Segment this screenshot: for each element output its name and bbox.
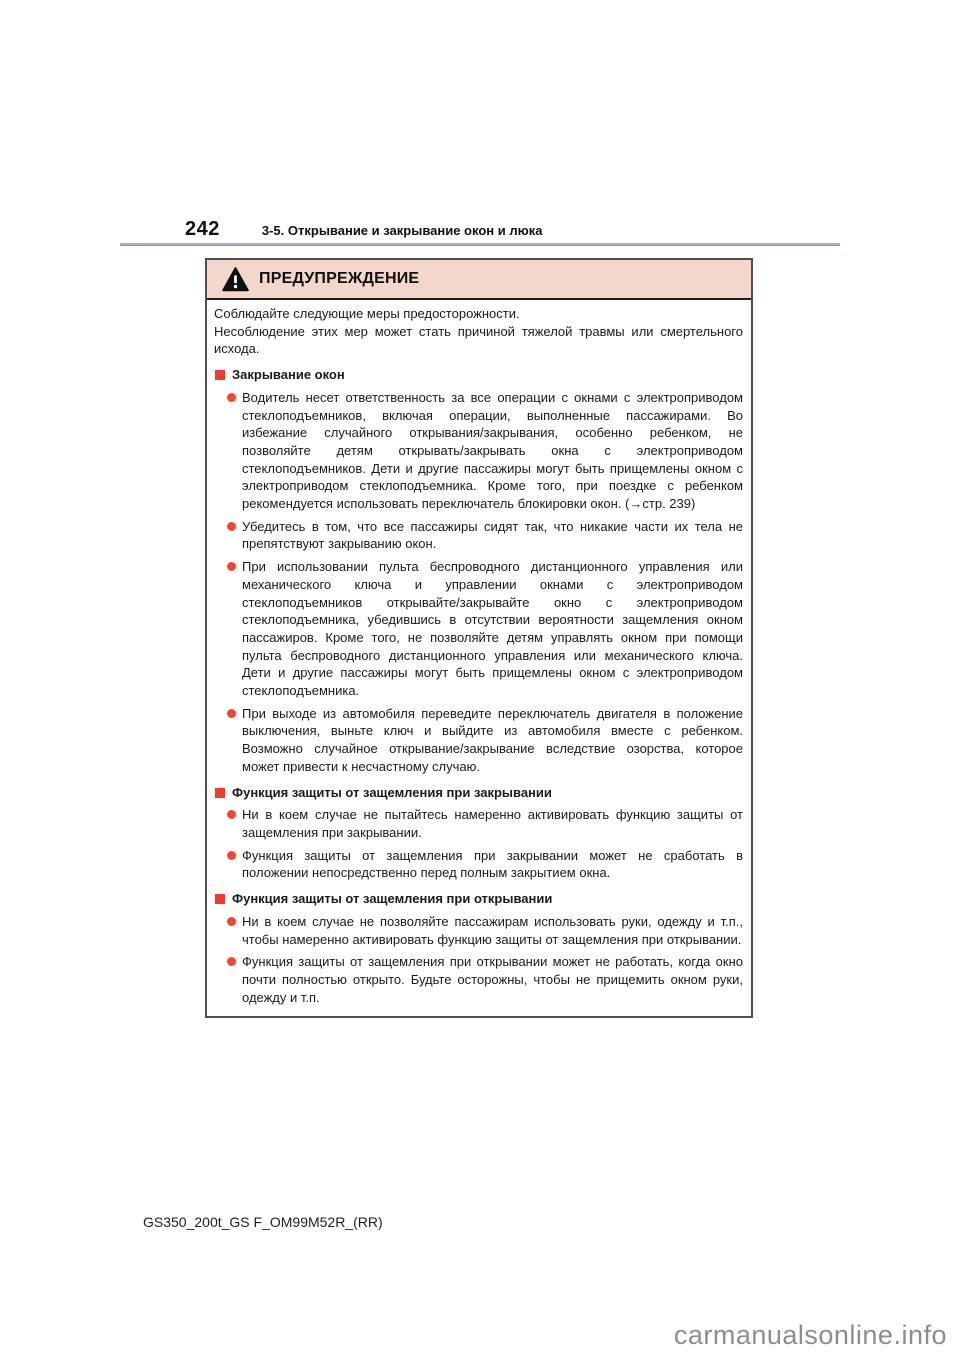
bullet-icon xyxy=(227,709,236,718)
section-heading-label: Функция защиты от защемления при открывании xyxy=(232,891,553,907)
warning-box-header xyxy=(207,260,751,300)
square-bullet-icon xyxy=(215,788,225,798)
list-item xyxy=(214,389,743,513)
header-divider xyxy=(120,243,840,246)
watermark: carmanualsonline.info xyxy=(673,1320,947,1350)
list-item xyxy=(214,806,743,841)
square-bullet-icon xyxy=(215,894,225,904)
bullet-icon xyxy=(227,957,236,966)
bullet-text: Функция защиты от защемления при закрывании может не сработать в положении непосредственно перед полным закрытием окна. xyxy=(242,847,743,881)
bullet-text: При выходе из автомобиля переведите переключатель двигателя в положение выключения, выньте ключ и выйдите из автомобиля вместе с ребенком. Возможно случайное открывание/закрывание вследствие озорства, которое может привести к несчастному случаю. xyxy=(242,705,743,774)
bullet-text: Убедитесь в том, что все пассажиры сидят так, что никакие части их тела не препятствуют закрыванию окон. xyxy=(242,518,743,552)
square-bullet-icon xyxy=(215,370,225,380)
section-heading-label: Функция защиты от защемления при закрывании xyxy=(232,784,552,800)
bullet-icon xyxy=(227,393,236,402)
bullet-icon xyxy=(227,917,236,926)
bullet-icon xyxy=(227,522,236,531)
intro-line: Соблюдайте следующие меры предосторожности. xyxy=(214,306,520,321)
list-item xyxy=(214,953,743,1006)
list-item xyxy=(214,913,743,948)
bullet-text: При использовании пульта беспроводного дистанционного управления или механического ключа и управлении окнами с электроприводом стеклоподъемников открывайте/закрывайте окно с электроприводом стеклоподъемника, убедившись в отсутствии вероятности защемления окном пассажиров. Кроме того, не позволяйте детям управлять окном при помощи пульта беспроводного дистанционного управления или механического ключа. Дети и другие пассажиры могут быть прищемлены окном с электроприводом стеклоподъемника. xyxy=(242,559,743,699)
list-item xyxy=(214,518,743,553)
bullet-text: Функция защиты от защемления при открывании может не работать, когда окно почти полностью открыто. Будьте осторожны, чтобы не прищемить окном руки, одежду и т.п. xyxy=(242,954,743,1005)
warning-triangle-icon xyxy=(222,267,249,292)
bullet-text: Ни в коем случае не позволяйте пассажирам использовать руки, одежду и т.п., чтобы намеренно активировать функцию защиты от защемления при открывании. xyxy=(242,913,743,947)
section-heading-jam-protection-opening xyxy=(214,890,743,908)
bullet-icon xyxy=(227,851,236,860)
page-header xyxy=(185,218,542,241)
bullet-icon xyxy=(227,562,236,571)
bullet-icon xyxy=(227,810,236,819)
bullet-text: Ни в коем случае не пытайтесь намеренно активировать функцию защиты от защемления при закрывании. xyxy=(242,807,743,840)
list-item xyxy=(214,705,743,776)
section-heading-jam-protection-closing xyxy=(214,784,743,802)
document-code: GS350_200t_GS F_OM99M52R_(RR) xyxy=(143,1214,383,1230)
chapter-title: 3-5. Открывание и закрывание окон и люка xyxy=(261,223,543,238)
warning-box xyxy=(205,258,753,1018)
section-heading-label: Закрывание окон xyxy=(232,367,345,383)
warning-title: ПРЕДУПРЕЖДЕНИЕ xyxy=(259,270,420,287)
section-heading-closing-windows xyxy=(214,366,743,384)
bullet-text: Водитель несет ответственность за все операции с окнами с электроприводом стеклоподъемников, включая операции, выполненные пассажирами. Во избежание случайного открывания/закрывания, особенно ребенком, не позволяйте детям открывать/закрывать окна с электроприводом стеклоподъемников. Дети и другие пассажиры могут быть прищемлены окном с электроприводом стеклоподъемника. Кроме того, при поездке с ребенком рекомендуется использовать переключатель блокировки окон. (→стр. 239) xyxy=(242,389,743,512)
intro-line: Несоблюдение этих мер может стать причиной тяжелой травмы или смертельного исхода. xyxy=(214,323,743,357)
warning-intro xyxy=(214,305,743,358)
list-item xyxy=(214,847,743,882)
list-item xyxy=(214,558,743,700)
warning-body xyxy=(207,300,751,1016)
page-number: 242 xyxy=(185,218,220,240)
